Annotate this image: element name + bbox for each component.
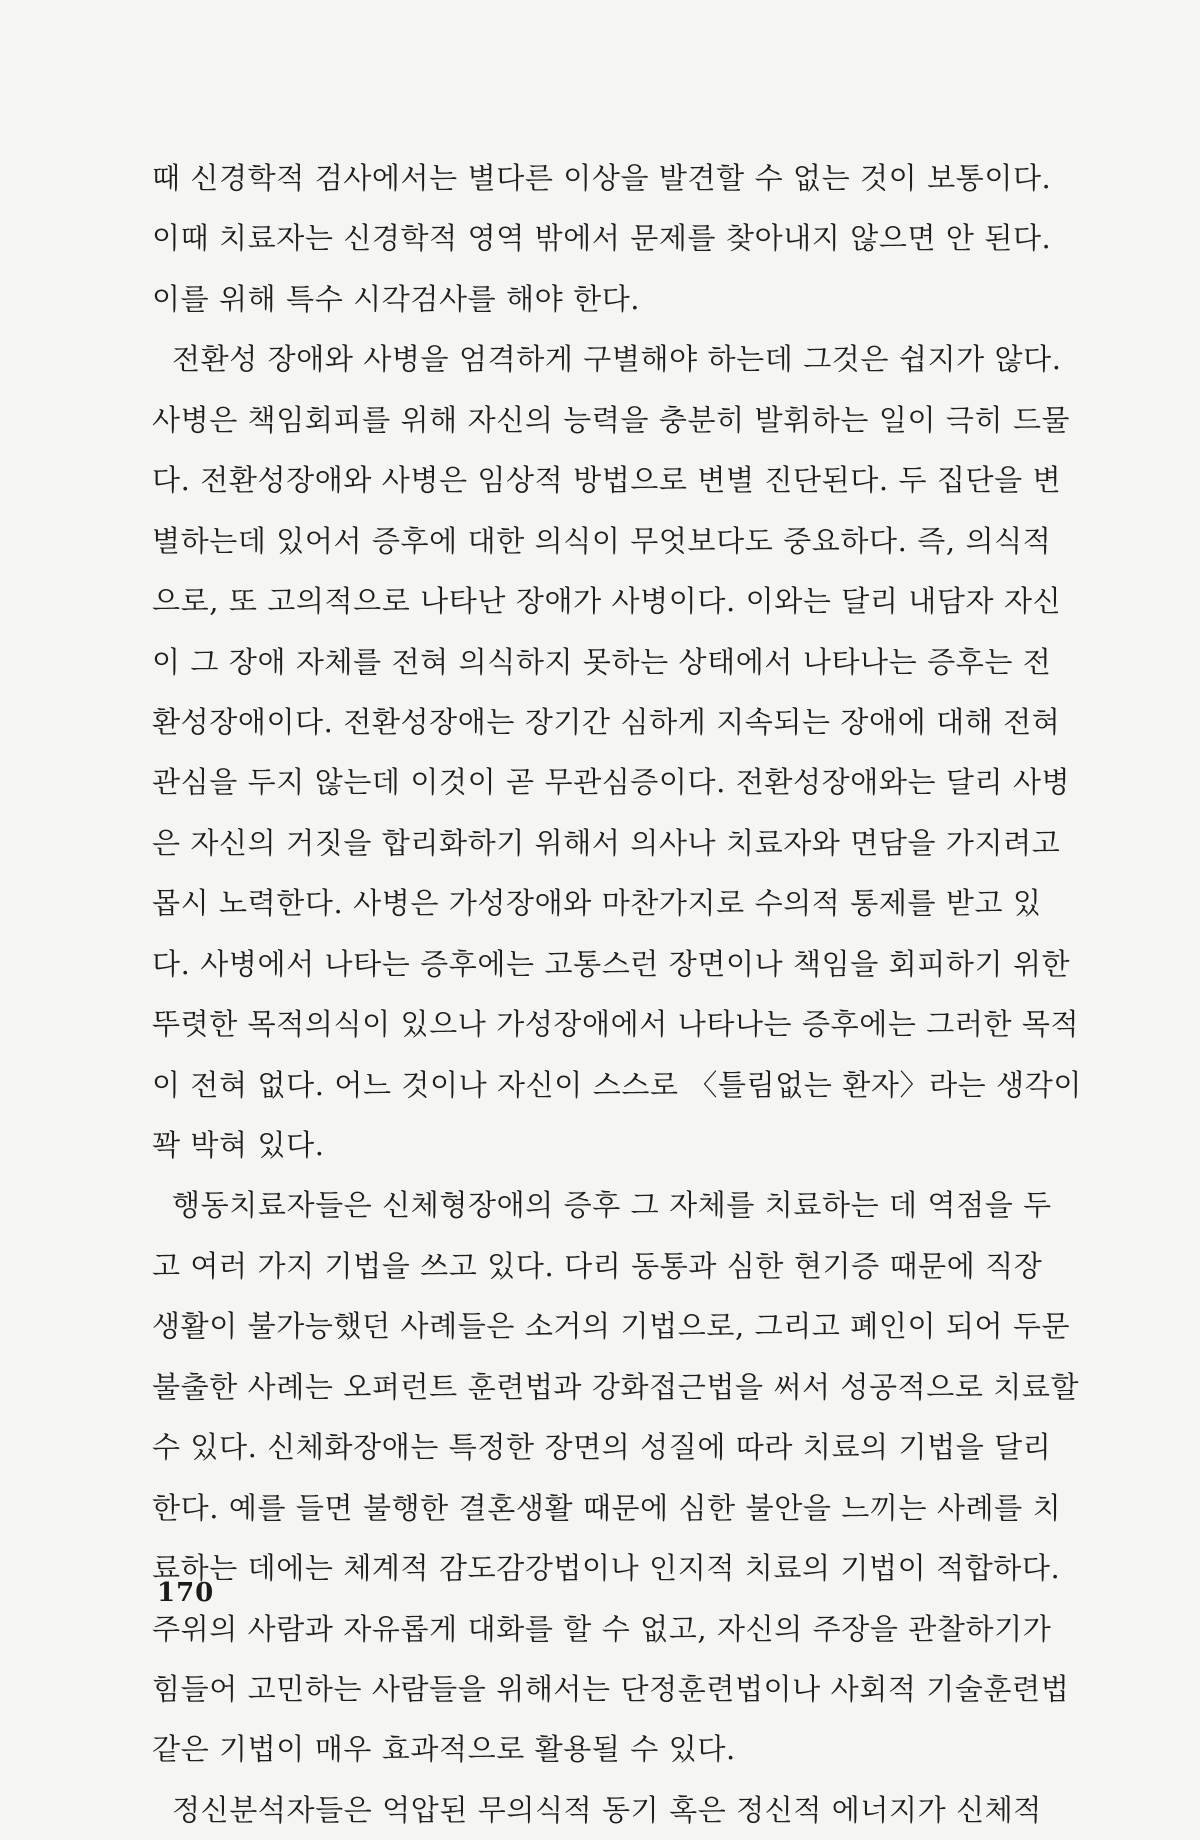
text-line: 다. 전환성장애와 사병은 임상적 방법으로 변별 진단된다. 두 집단을 변 [152,463,1062,498]
paragraph-4 [152,1780,1052,1840]
page-number: 170 [157,1578,215,1608]
paragraph-2 [152,329,1082,1175]
text-line: 정신분석자들은 억압된 무의식적 동기 혹은 정신적 에너지가 신체적 [172,1792,1042,1827]
text-line: 별하는데 있어서 증후에 대한 의식이 무엇보다도 중요하다. 즉, 의식적 [152,523,1052,558]
text-line: 수 있다. 신체화장애는 특정한 장면의 성질에 따라 치료의 기법을 달리 [152,1430,1052,1465]
text-line: 꽉 박혀 있다. [152,1128,325,1162]
text-line: 이 그 장애 자체를 전혀 의식하지 못하는 상태에서 나타나는 증후는 전 [152,644,1052,679]
text-line: 행동치료자들은 신체형장애의 증후 그 자체를 치료하는 데 역점을 두 [172,1188,1052,1223]
text-line: 힘들어 고민하는 사람들을 위해서는 단정훈련법이나 사회적 기술훈련법 [152,1671,1070,1706]
text-line: 고 여러 가지 기법을 쓰고 있다. 다리 동통과 심한 현기증 때문에 직장 [152,1248,1043,1283]
text-line: 다. 사병에서 나타는 증후에는 고통스런 장면이나 책임을 회피하기 위한 [152,946,1071,981]
paragraph-3 [152,1175,1080,1779]
text-line: 불출한 사례는 오퍼런트 훈련법과 강화접근법을 써서 성공적으로 치료할 [152,1369,1080,1404]
text-line: 때 신경학적 검사에서는 별다른 이상을 발견할 수 없는 것이 보통이다. [152,161,1052,195]
text-line: 전환성 장애와 사병을 엄격하게 구별해야 하는데 그것은 쉽지가 않다. [172,342,1062,377]
text-line: 이 전혀 없다. 어느 것이나 자신이 스스로 〈틀림없는 환자〉라는 생각이 [152,1067,1082,1102]
body-text [152,148,1082,1840]
text-line: 으로, 또 고의적으로 나타난 장애가 사병이다. 이와는 달리 내담자 자신 [152,584,1062,619]
text-line: 이때 치료자는 신경학적 영역 밖에서 문제를 찾아내지 않으면 안 된다. [152,221,1052,256]
text-line: 이를 위해 특수 시각검사를 해야 한다. [152,281,641,316]
text-line: 뚜렷한 목적의식이 있으나 가성장애에서 나타나는 증후에는 그러한 목적 [152,1007,1080,1042]
paragraph-1 [152,148,1052,329]
text-line: 주위의 사람과 자유롭게 대화를 할 수 없고, 자신의 주장을 관찰하기가 [152,1611,1052,1646]
text-line: 료하는 데에는 체계적 감도감강법이나 인지적 치료의 기법이 적합하다. [152,1551,1061,1586]
text-line: 사병은 책임회피를 위해 자신의 능력을 충분히 발휘하는 일이 극히 드물 [152,402,1071,437]
text-line: 관심을 두지 않는데 이것이 곧 무관심증이다. 전환성장애와는 달리 사병 [152,765,1071,800]
text-line: 환성장애이다. 전환성장애는 장기간 심하게 지속되는 장애에 대해 전혀 [152,704,1061,739]
text-line: 한다. 예를 들면 불행한 결혼생활 때문에 심한 불안을 느끼는 사례를 치 [152,1490,1062,1525]
text-line: 몹시 노력한다. 사병은 가성장애와 마찬가지로 수의적 통제를 받고 있 [152,886,1042,921]
text-line: 은 자신의 거짓을 합리화하기 위해서 의사나 치료자와 면담을 가지려고 [152,825,1061,860]
text-line: 같은 기법이 매우 효과적으로 활용될 수 있다. [152,1732,736,1767]
text-line: 생활이 불가능했던 사례들은 소거의 기법으로, 그리고 폐인이 되어 두문 [152,1309,1071,1344]
